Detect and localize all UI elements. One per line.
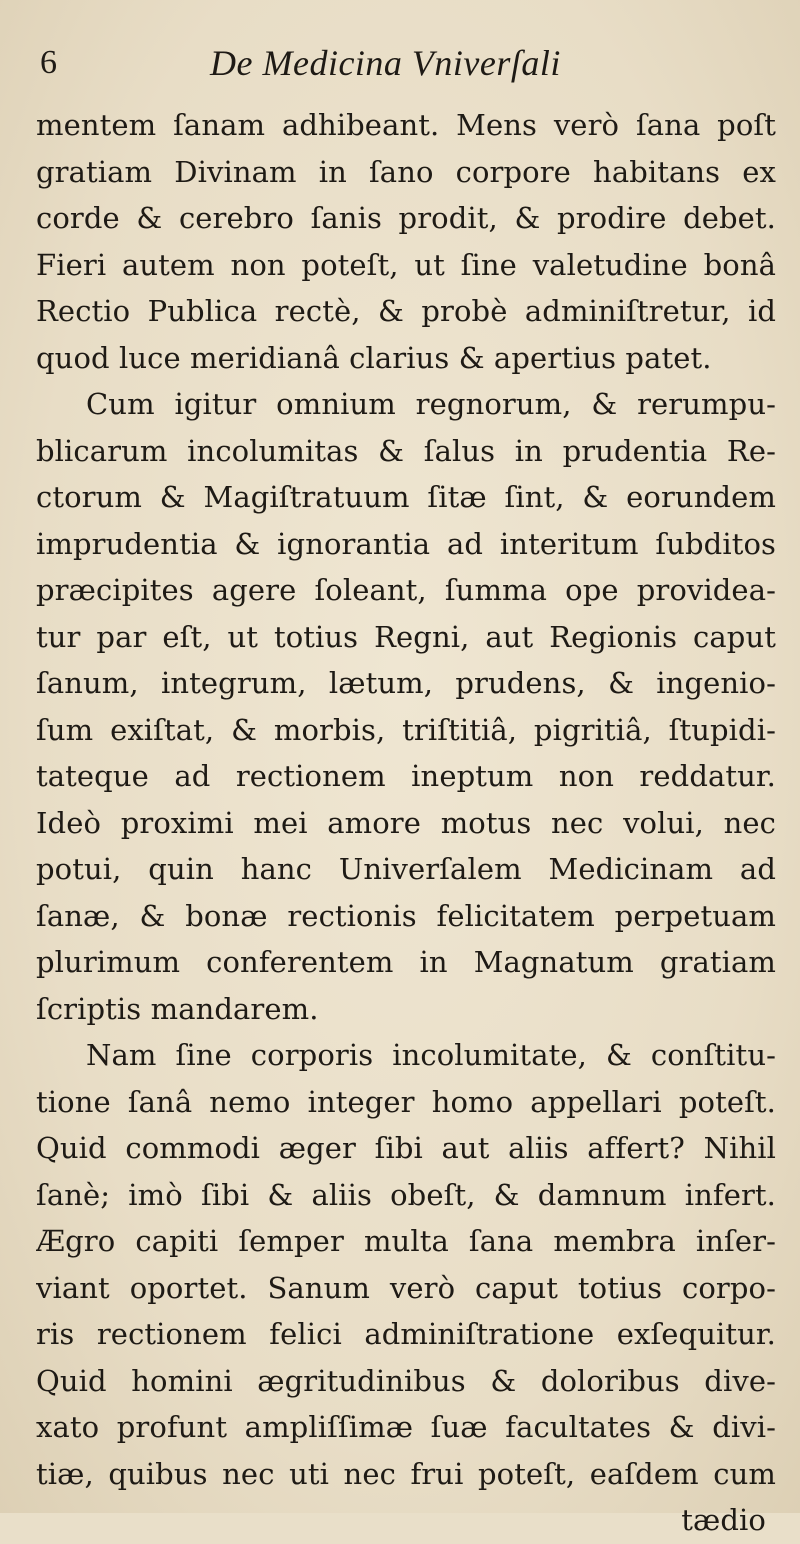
text-line: Ideò proximi mei amore motus nec volui, nec (36, 805, 776, 840)
body-text (36, 102, 776, 1544)
text-line: Quid commodi æger ſibi aut aliis affert? Nihil (36, 1131, 776, 1165)
text-line: tiæ, quibus nec uti nec frui poteſt, eaſdem cum (36, 1456, 776, 1491)
text-line: tædio (681, 1503, 766, 1537)
text-line: ſum exiſtat, & morbis, triſtitiâ, pigritiâ, ſtupidi- (36, 712, 776, 747)
text-line: ris rectionem felici adminiſtratione exſequitur. (36, 1317, 776, 1351)
text-line: xato profunt ampliſſimæ ſuæ facultates & divi- (36, 1410, 776, 1444)
text-line: ctorum & Magiſtratuum ſitæ ſint, & eorundem (36, 480, 776, 514)
text-line: quod luce meridianâ clarius & apertius patet. (36, 340, 712, 375)
text-line: blicarum incolumitas & ſalus in prudentia Re- (36, 433, 776, 468)
text-line: potui, quin hanc Univerſalem Medicinam ad (36, 852, 776, 886)
text-line: ſanæ, & bonæ rectionis felicitatem perpetuam (36, 898, 776, 933)
text-line: ſanum, integrum, lætum, prudens, & ingenio- (36, 666, 776, 700)
text-line: præcipites agere ſoleant, ſumma ope providea- (36, 573, 776, 607)
text-line: Nam ſine corporis incolumitate, & conſtitu- (86, 1038, 776, 1072)
text-line: Fieri autem non poteſt, ut ſine valetudine bonâ (36, 247, 776, 282)
text-line: corde & cerebro ſanis prodit, & prodire debet. (36, 201, 776, 235)
text-line: viant oportet. Sanum verò caput totius corpo- (36, 1270, 776, 1305)
running-title: De Medicina Vniverſali (210, 43, 561, 83)
running-head (40, 38, 760, 98)
text-line: Rectio Publica rectè, & probè adminiſtretur, id (36, 294, 776, 328)
text-line: gratiam Divinam in ſano corpore habitans ex (36, 154, 776, 189)
text-line: tateque ad rectionem ineptum non reddatur. (36, 759, 776, 793)
text-line: tione ſanâ nemo integer homo appellari poteſt. (36, 1084, 776, 1119)
text-line: Cum igitur omnium regnorum, & rerumpu- (86, 387, 776, 421)
text-line: plurimum conferentem in Magnatum gratiam (36, 945, 776, 979)
text-line: ſanè; imò ſibi & aliis obeſt, & damnum infert. (36, 1177, 776, 1212)
text-line: Quid homini ægritudinibus & doloribus dive- (36, 1363, 776, 1398)
text-line: mentem ſanam adhibeant. Mens verò ſana poſt (36, 108, 776, 142)
text-line: ſcriptis mandarem. (36, 991, 319, 1026)
text-line: imprudentia & ignorantia ad interitum ſubditos (36, 526, 776, 561)
page-number: 6 (40, 44, 57, 81)
text-line: Ægro capiti ſemper multa ſana membra inſer- (36, 1224, 776, 1258)
text-line: tur par eſt, ut totius Regni, aut Regionis caput (36, 619, 776, 654)
